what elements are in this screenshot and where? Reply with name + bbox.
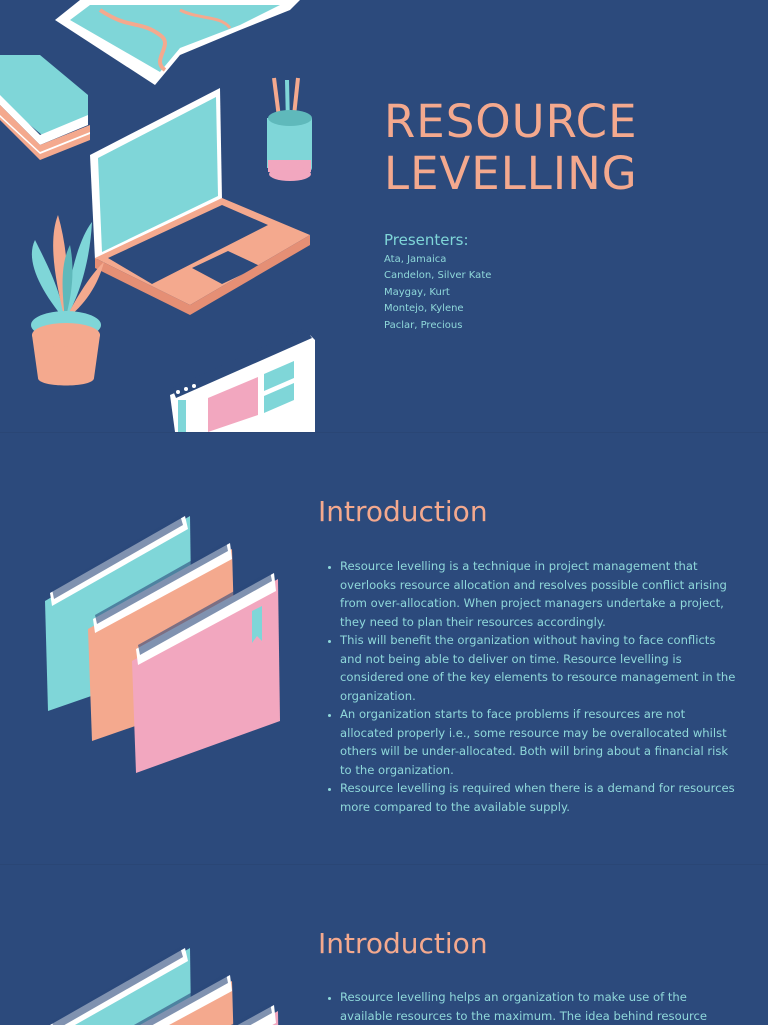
- bullet-item: • An organization starts to face problems if resources are not allocated properly i.e., some resource may be overallocated whilst others will be under-allocated. Both will bring about a financial risk to the organization.: [340, 705, 740, 779]
- browser-window-icon: [170, 328, 315, 432]
- bullet-item: • Resource levelling helps an organization to make use of the available resources to the maximum. The idea behind resource: [340, 988, 740, 1025]
- title-line-1: RESOURCE: [384, 95, 638, 148]
- bullet-list: [324, 557, 740, 816]
- folders-icon: [40, 511, 290, 781]
- pencil-cup-icon: [267, 78, 312, 181]
- section-heading: Introduction: [318, 495, 488, 528]
- workspace-illustration: [0, 0, 330, 432]
- presenter-name: Montejo, Kylene: [384, 303, 464, 315]
- bullet-item: • Resource levelling is a technique in project management that overlooks resource allocation and resolves possible conflict arising from over-allocation. When project managers undertake a project, they need to plan their resources accordingly.: [340, 557, 740, 631]
- presenter-name: Maygay, Kurt: [384, 286, 450, 298]
- introduction-slide: [0, 432, 768, 865]
- presentation-title: [384, 96, 638, 200]
- bullet-list: [324, 988, 740, 1025]
- introduction-slide-continued: [0, 864, 768, 1025]
- presenters-list: [384, 252, 491, 334]
- title-line-2: LEVELLING: [384, 147, 638, 200]
- title-slide: [0, 0, 768, 432]
- map-icon: [55, 0, 300, 85]
- plant-icon: [31, 215, 104, 386]
- presenter-name: Paclar, Precious: [384, 319, 463, 331]
- bullet-item: • Resource levelling is required when there is a demand for resources more compared to the available supply.: [340, 779, 740, 816]
- books-icon: [0, 55, 90, 160]
- presenter-name: Ata, Jamaica: [384, 254, 447, 265]
- presenter-name: Candelon, Silver Kate: [384, 270, 492, 282]
- presenters-heading: Presenters:: [384, 231, 469, 249]
- section-heading: Introduction: [318, 927, 488, 960]
- bullet-item: • This will benefit the organization without having to face conflicts and not being able to deliver on time. Resource levelling is considered one of the key elements to resource management in the organization.: [340, 631, 740, 705]
- folders-icon: [40, 943, 290, 1025]
